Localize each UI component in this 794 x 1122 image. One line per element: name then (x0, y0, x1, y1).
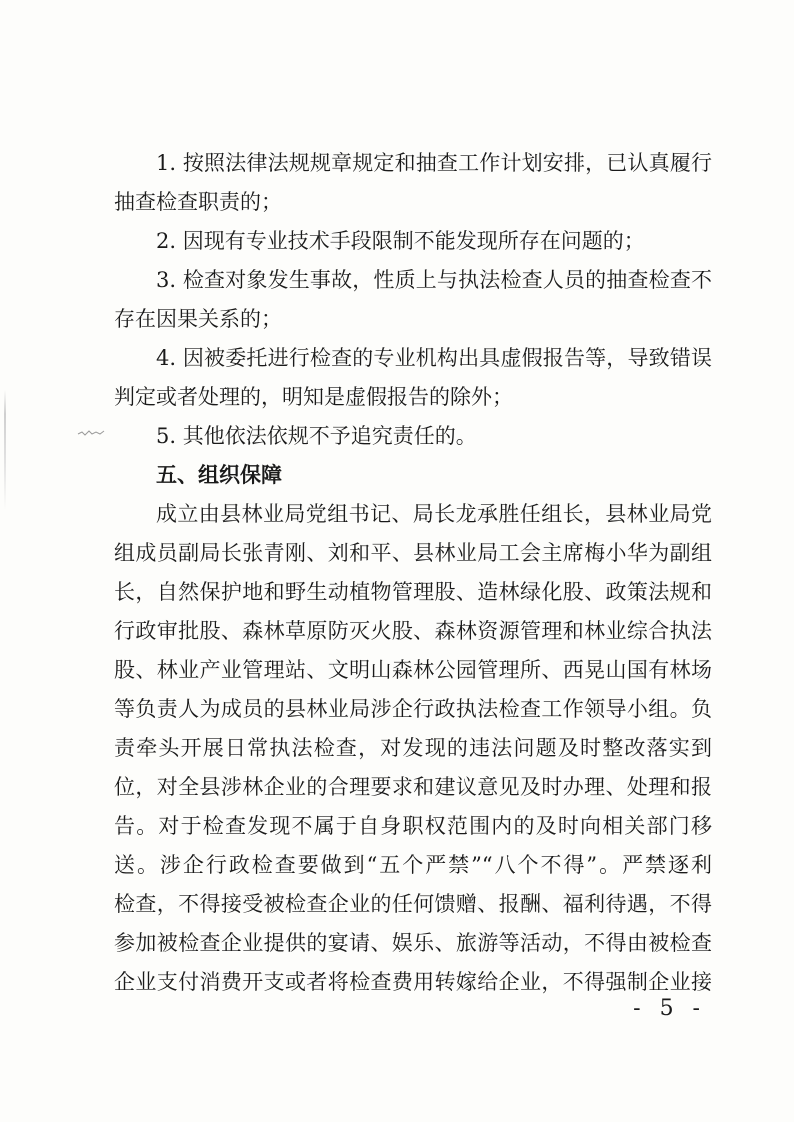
text-line: 企业支付消费开支或者将检查费用转嫁给企业，不得强制企业接 (114, 970, 712, 994)
page-number: - 5 - (633, 996, 706, 1021)
text-line: 成立由县林业局党组书记、局长龙承胜任组长，县林业局党 (156, 502, 712, 526)
text-line: 5. 其他依法依规不予追究责任的。 (156, 424, 477, 448)
text-line: 位，对全县涉林企业的合理要求和建议意见及时办理、处理和报 (114, 775, 712, 799)
text-line: 参加被检查企业提供的宴请、娱乐、旅游等活动，不得由被检查 (114, 931, 712, 955)
scan-artifact-mark (76, 428, 106, 438)
text-line: 告。对于检查发现不属于自身职权范围内的及时向相关部门移 (114, 814, 712, 838)
text-line: 判定或者处理的，明知是虚假报告的除外； (114, 385, 513, 409)
body-text (114, 146, 712, 1004)
text-line: 责牵头开展日常执法检查，对发现的违法问题及时整改落实到 (114, 736, 712, 760)
section-heading: 五、组织保障 (156, 463, 282, 487)
scan-left-edge (4, 390, 6, 510)
text-line: 3. 检查对象发生事故，性质上与执法检查人员的抽查检查不 (156, 268, 712, 292)
text-line: 存在因果关系的； (114, 307, 282, 331)
text-line: 抽查检查职责的； (114, 190, 282, 214)
text-line: 等负责人为成员的县林业局涉企行政执法检查工作领导小组。负 (114, 697, 712, 721)
text-line: 检查，不得接受被检查企业的任何馈赠、报酬、福利待遇，不得 (114, 892, 712, 916)
text-line: 4. 因被委托进行检查的专业机构出具虚假报告等，导致错误 (156, 346, 712, 370)
text-line: 行政审批股、森林草原防灭火股、森林资源管理和林业综合执法 (114, 619, 712, 643)
text-line: 送。涉企行政检查要做到“五个严禁”“八个不得”。严禁逐利 (114, 853, 712, 877)
text-line: 1. 按照法律法规规章规定和抽查工作计划安排，已认真履行 (156, 151, 712, 175)
text-line: 2. 因现有专业技术手段限制不能发现所存在问题的； (156, 229, 645, 253)
text-line: 股、林业产业管理站、文明山森林公园管理所、西晃山国有林场 (114, 658, 712, 682)
text-line: 长，自然保护地和野生动植物管理股、造林绿化股、政策法规和 (114, 580, 712, 604)
text-line: 组成员副局长张青刚、刘和平、县林业局工会主席梅小华为副组 (114, 541, 712, 565)
